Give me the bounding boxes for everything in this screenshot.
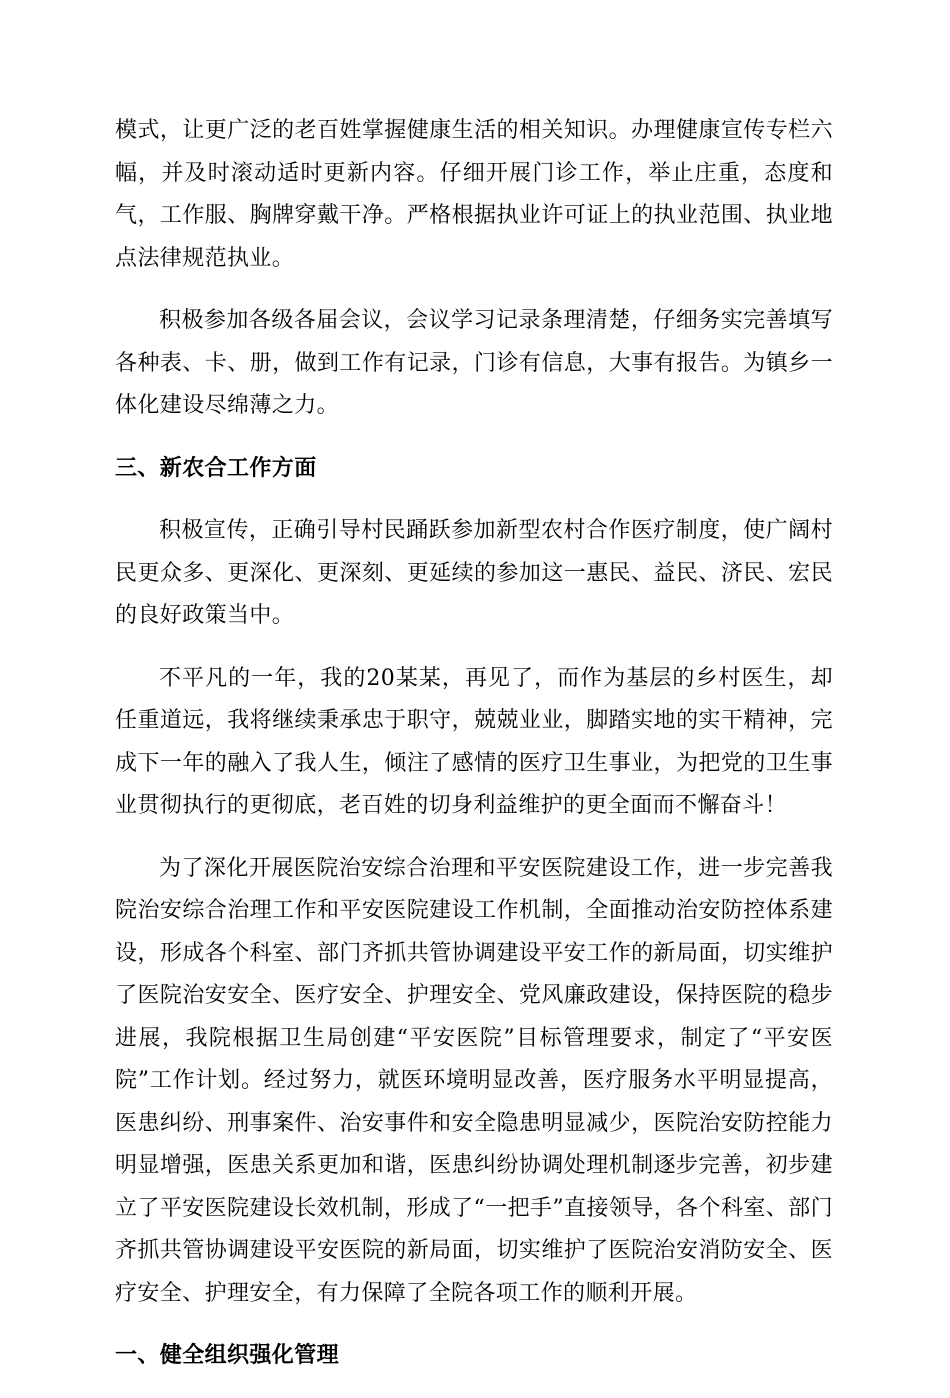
- section-heading-organization: 一、健全组织强化管理: [115, 1343, 340, 1368]
- paragraph-safe-hospital: 为了深化开展医院治安综合治理和平安医院建设工作，进一步完善我院治安综合治理工作和平安医院建设工作机制，全面推动治安防控体系建设，形成各个科室、部门齐抓共管协调建设平安工作的新局面，切实维护了医院治安安全、医疗安全、护理安全、党风廉政建设，保持医院的稳步进展，我院根据卫生局创建“平安医院”目标管理要求，制定了“平安医院”工作计划。经过努力，就医环境明显改善，医疗服务水平明显提高，医患纠纷、刑事案件、治安事件和安全隐患明显减少，医院治安防控能力明显增强，医患关系更加和谐，医患纠纷协调处理机制逐步完善，初步建立了平安医院建设长效机制，形成了“一把手”直接领导，各个科室、部门齐抓共管协调建设平安医院的新局面，切实维护了医院治安消防安全、医疗安全、护理安全，有力保障了全院各项工作的顺利开展。: [115, 855, 833, 1306]
- paragraph-year-review: 不平凡的一年，我的20某某，再见了，而作为基层的乡村医生，却任重道远，我将继续秉承忠于职守，兢兢业业，脚踏实地的实干精神，完成下一年的融入了我人生，倾注了感情的医疗卫生事业，为把党的卫生事业贯彻执行的更彻底，老百姓的切身利益维护的更全面而不懈奋斗！: [115, 665, 833, 818]
- document-body: [115, 110, 833, 1398]
- paragraph-health-promotion: 模式，让更广泛的老百姓掌握健康生活的相关知识。办理健康宣传专栏六幅，并及时滚动适时更新内容。仔细开展门诊工作，举止庄重，态度和气，工作服、胸牌穿戴干净。严格根据执业许可证上的执业范围、执业地点法律规范执业。: [115, 118, 833, 271]
- paragraph-meetings: 积极参加各级各届会议，会议学习记录条理清楚，仔细务实完善填写各种表、卡、册，做到工作有记录，门诊有信息，大事有报告。为镇乡一体化建设尽绵薄之力。: [115, 308, 833, 418]
- section-heading-new-rural-cooperative: 三、新农合工作方面: [115, 455, 317, 481]
- paragraph-publicity: 积极宣传，正确引导村民踊跃参加新型农村合作医疗制度，使广阔村民更众多、更深化、更深刻、更延续的参加这一惠民、益民、济民、宏民的良好政策当中。: [115, 518, 833, 628]
